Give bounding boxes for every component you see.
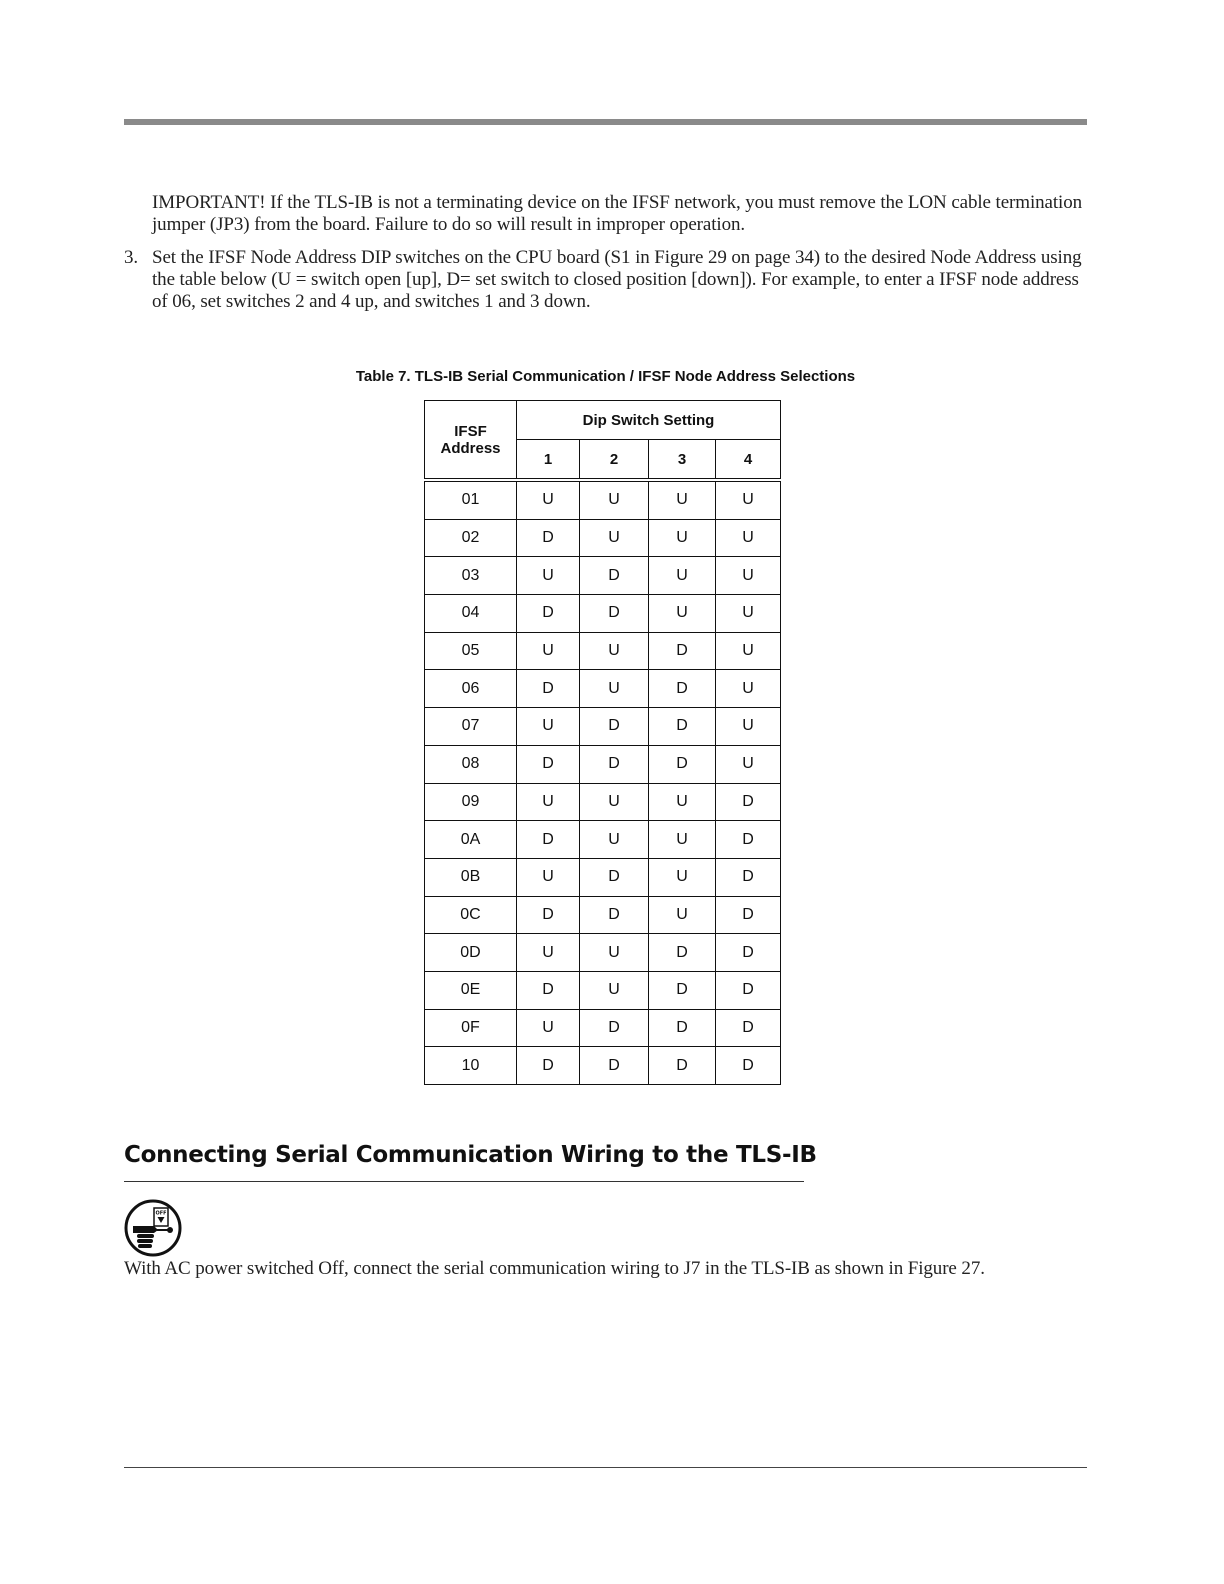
switch-2-cell: D [580, 896, 649, 934]
switch-3-cell: D [649, 934, 716, 972]
table-row [425, 934, 781, 972]
icon-off-label: OFF [155, 1210, 167, 1217]
switch-2-cell: D [580, 1009, 649, 1047]
switch-2-cell: D [580, 557, 649, 595]
switch-1-cell: D [517, 1047, 580, 1085]
switch-3-cell: U [649, 896, 716, 934]
switch-1-cell: D [517, 745, 580, 783]
switch-3-cell: U [649, 858, 716, 896]
switch-4-cell: U [716, 745, 781, 783]
section-heading: Connecting Serial Communication Wiring to the TLS-IB [124, 1142, 817, 1168]
switch-2-cell: U [580, 821, 649, 859]
switch-header-4: 4 [716, 440, 781, 481]
switch-3-cell: D [649, 1047, 716, 1085]
address-cell: 04 [425, 595, 517, 633]
switch-2-cell: U [580, 480, 649, 519]
address-cell: 0C [425, 896, 517, 934]
table-row [425, 858, 781, 896]
power-off-hand-icon [124, 1199, 184, 1259]
switch-4-cell: U [716, 708, 781, 746]
switch-2-cell: U [580, 670, 649, 708]
switch-header-2: 2 [580, 440, 649, 481]
switch-1-cell: U [517, 934, 580, 972]
switch-4-cell: U [716, 480, 781, 519]
table-row [425, 1047, 781, 1085]
address-cell: 05 [425, 632, 517, 670]
important-note: IMPORTANT! If the TLS-IB is not a terminating device on the IFSF network, you must remove the LON cable termination jumper (JP3) from the board. Failure to do so will result in improper operation. [152, 192, 1083, 235]
switch-4-cell: D [716, 821, 781, 859]
table-row [425, 896, 781, 934]
table-row [425, 595, 781, 633]
switch-4-cell: D [716, 858, 781, 896]
address-cell: 0B [425, 858, 517, 896]
switch-4-cell: D [716, 1047, 781, 1085]
switch-3-cell: D [649, 971, 716, 1009]
address-cell: 0E [425, 971, 517, 1009]
table-row [425, 745, 781, 783]
address-cell: 03 [425, 557, 517, 595]
switch-2-cell: U [580, 632, 649, 670]
table-row [425, 1009, 781, 1047]
address-cell: 09 [425, 783, 517, 821]
switch-1-cell: U [517, 632, 580, 670]
switch-4-cell: D [716, 934, 781, 972]
switch-2-cell: U [580, 934, 649, 972]
switch-3-cell: D [649, 632, 716, 670]
switch-1-cell: D [517, 670, 580, 708]
switch-4-cell: D [716, 1009, 781, 1047]
address-cell: 02 [425, 519, 517, 557]
switch-2-cell: D [580, 1047, 649, 1085]
footer-rule [124, 1467, 1087, 1468]
address-cell: 0F [425, 1009, 517, 1047]
address-cell: 0D [425, 934, 517, 972]
address-cell: 08 [425, 745, 517, 783]
table-row [425, 557, 781, 595]
table-row [425, 519, 781, 557]
switch-1-cell: U [517, 1009, 580, 1047]
switch-1-cell: D [517, 896, 580, 934]
address-header [425, 401, 517, 481]
switch-4-cell: U [716, 557, 781, 595]
section-text: With AC power switched Off, connect the serial communication wiring to J7 in the TLS-IB as shown in Figure 27. [124, 1258, 985, 1279]
dip-switch-group-header: Dip Switch Setting [517, 401, 781, 440]
switch-3-cell: D [649, 670, 716, 708]
address-cell: 0A [425, 821, 517, 859]
switch-2-cell: U [580, 783, 649, 821]
table-row [425, 821, 781, 859]
header-rule [124, 119, 1087, 125]
switch-1-cell: U [517, 708, 580, 746]
address-cell: 10 [425, 1047, 517, 1085]
switch-1-cell: U [517, 480, 580, 519]
section-rule [124, 1181, 804, 1182]
table-row [425, 971, 781, 1009]
dip-switch-table [424, 400, 781, 1085]
switch-4-cell: D [716, 971, 781, 1009]
switch-3-cell: U [649, 783, 716, 821]
switch-2-cell: D [580, 745, 649, 783]
switch-3-cell: D [649, 1009, 716, 1047]
switch-4-cell: U [716, 595, 781, 633]
address-cell: 01 [425, 480, 517, 519]
switch-4-cell: U [716, 670, 781, 708]
table-row [425, 480, 781, 519]
switch-header-3: 3 [649, 440, 716, 481]
switch-2-cell: U [580, 519, 649, 557]
step-number: 3. [124, 247, 139, 268]
switch-1-cell: U [517, 858, 580, 896]
address-header-line2: Address [440, 439, 501, 457]
switch-2-cell: U [580, 971, 649, 1009]
switch-3-cell: U [649, 595, 716, 633]
switch-3-cell: U [649, 519, 716, 557]
table-row [425, 708, 781, 746]
address-cell: 06 [425, 670, 517, 708]
switch-2-cell: D [580, 595, 649, 633]
switch-4-cell: U [716, 519, 781, 557]
switch-3-cell: D [649, 708, 716, 746]
table-row [425, 632, 781, 670]
switch-3-cell: U [649, 821, 716, 859]
switch-4-cell: D [716, 896, 781, 934]
switch-4-cell: D [716, 783, 781, 821]
switch-3-cell: U [649, 480, 716, 519]
step-text: Set the IFSF Node Address DIP switches on the CPU board (S1 in Figure 29 on page 34) to the desired Node Address using the table below (U = switch open [up], D= set switch to closed position [down]). For example, to enter a IFSF node address of 06, set switches 2 and 4 up, and switches 1 and 3 down. [152, 247, 1082, 312]
switch-1-cell: D [517, 821, 580, 859]
switch-1-cell: D [517, 519, 580, 557]
switch-2-cell: D [580, 708, 649, 746]
switch-4-cell: U [716, 632, 781, 670]
table-row [425, 783, 781, 821]
switch-2-cell: D [580, 858, 649, 896]
address-header-line1: IFSF [454, 422, 487, 440]
switch-header-1: 1 [517, 440, 580, 481]
switch-3-cell: U [649, 557, 716, 595]
switch-3-cell: D [649, 745, 716, 783]
switch-1-cell: U [517, 557, 580, 595]
table-caption: Table 7. TLS-IB Serial Communication / IFSF Node Address Selections [355, 368, 856, 385]
switch-1-cell: U [517, 783, 580, 821]
switch-1-cell: D [517, 595, 580, 633]
address-cell: 07 [425, 708, 517, 746]
switch-1-cell: D [517, 971, 580, 1009]
table-row [425, 670, 781, 708]
